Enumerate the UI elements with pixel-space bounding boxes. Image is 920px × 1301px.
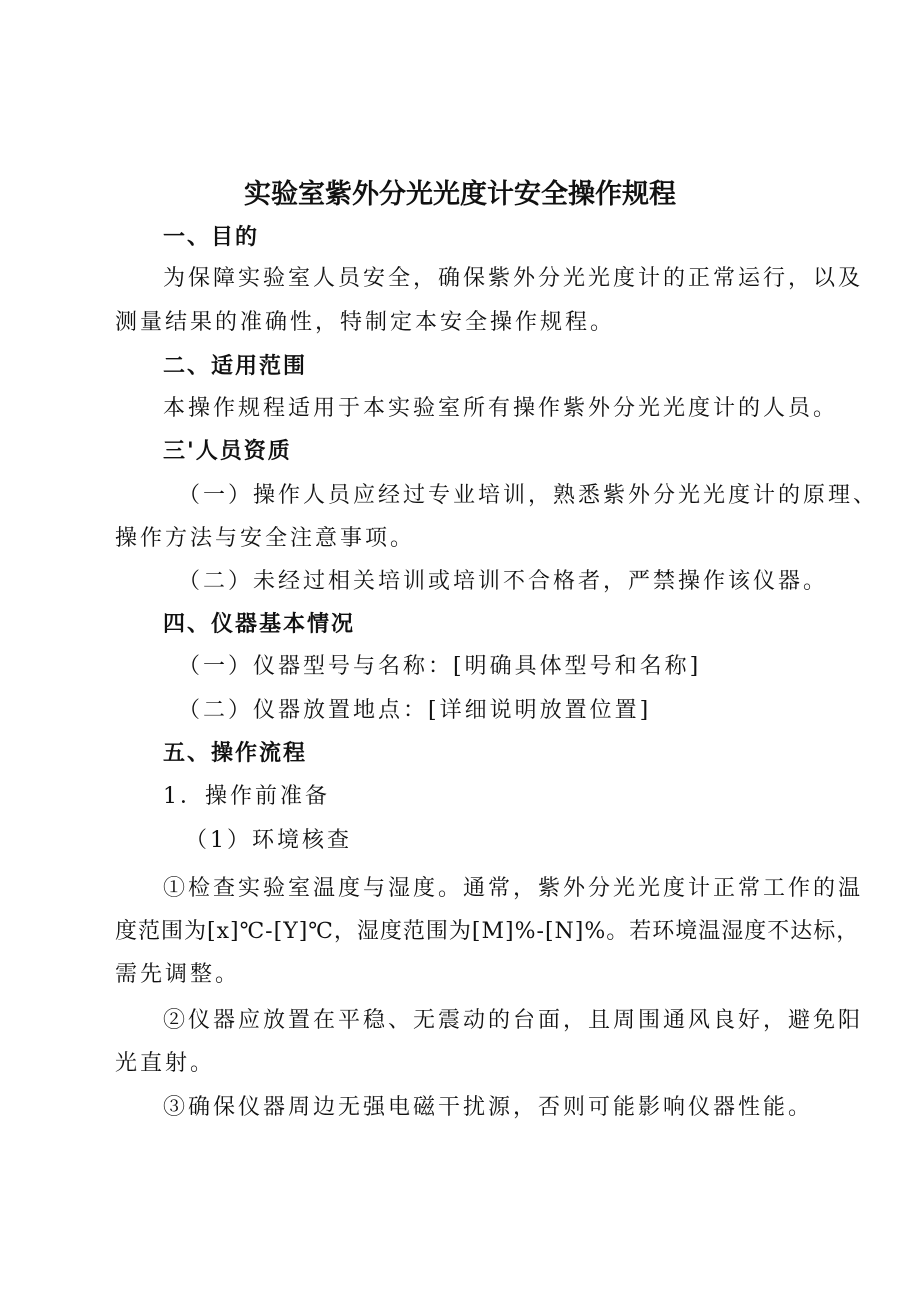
paragraph-line: 测量结果的准确性，特制定本安全操作规程。	[115, 310, 616, 335]
paragraph-line: 需先调整。	[115, 962, 241, 987]
section-heading-instrument: 四、仪器基本情况	[163, 612, 356, 637]
section-heading-procedure: 五、操作流程	[163, 741, 308, 766]
paragraph-line: 光直射。	[115, 1051, 216, 1076]
paragraph-line: 为保障实验室人员安全，确保紫外分光光度计的正常运行，以及	[163, 266, 864, 291]
paragraph-line: ③确保仪器周边无强电磁干扰源，否则可能影响仪器性能。	[163, 1095, 814, 1120]
subsection-heading: 1．操作前准备	[163, 784, 330, 809]
document-title: 实验室紫外分光光度计安全操作规程	[244, 179, 676, 210]
paragraph-line: （一）操作人员应经过专业培训，熟悉紫外分光光度计的原理、	[178, 483, 879, 508]
paragraph-line: 本操作规程适用于本实验室所有操作紫外分光光度计的人员。	[163, 396, 839, 421]
paragraph-line: （一）仪器型号与名称：[明确具体型号和名称]	[178, 654, 702, 679]
paragraph-line: ②仪器应放置在平稳、无震动的台面，且周围通风良好，避免阳	[163, 1008, 864, 1033]
paragraph-line: （二）未经过相关培训或培训不合格者，严禁操作该仪器。	[178, 569, 829, 594]
paragraph-line: （二）仪器放置地点：[详细说明放置位置]	[178, 698, 652, 723]
section-heading-qualification: 三'人员资质	[163, 439, 292, 464]
paragraph-line: 度范围为[x]℃-[Y]℃，湿度范围为[M]%-[N]%。若环境温湿度不达标，	[115, 919, 860, 944]
section-heading-scope: 二、适用范围	[163, 354, 308, 379]
paragraph-line: 操作方法与安全注意事项。	[115, 526, 416, 551]
subsection-heading: （1）环境核查	[185, 828, 352, 853]
section-heading-purpose: 一、目的	[163, 225, 260, 250]
paragraph-line: ①检查实验室温度与湿度。通常，紫外分光光度计正常工作的温	[163, 876, 864, 901]
